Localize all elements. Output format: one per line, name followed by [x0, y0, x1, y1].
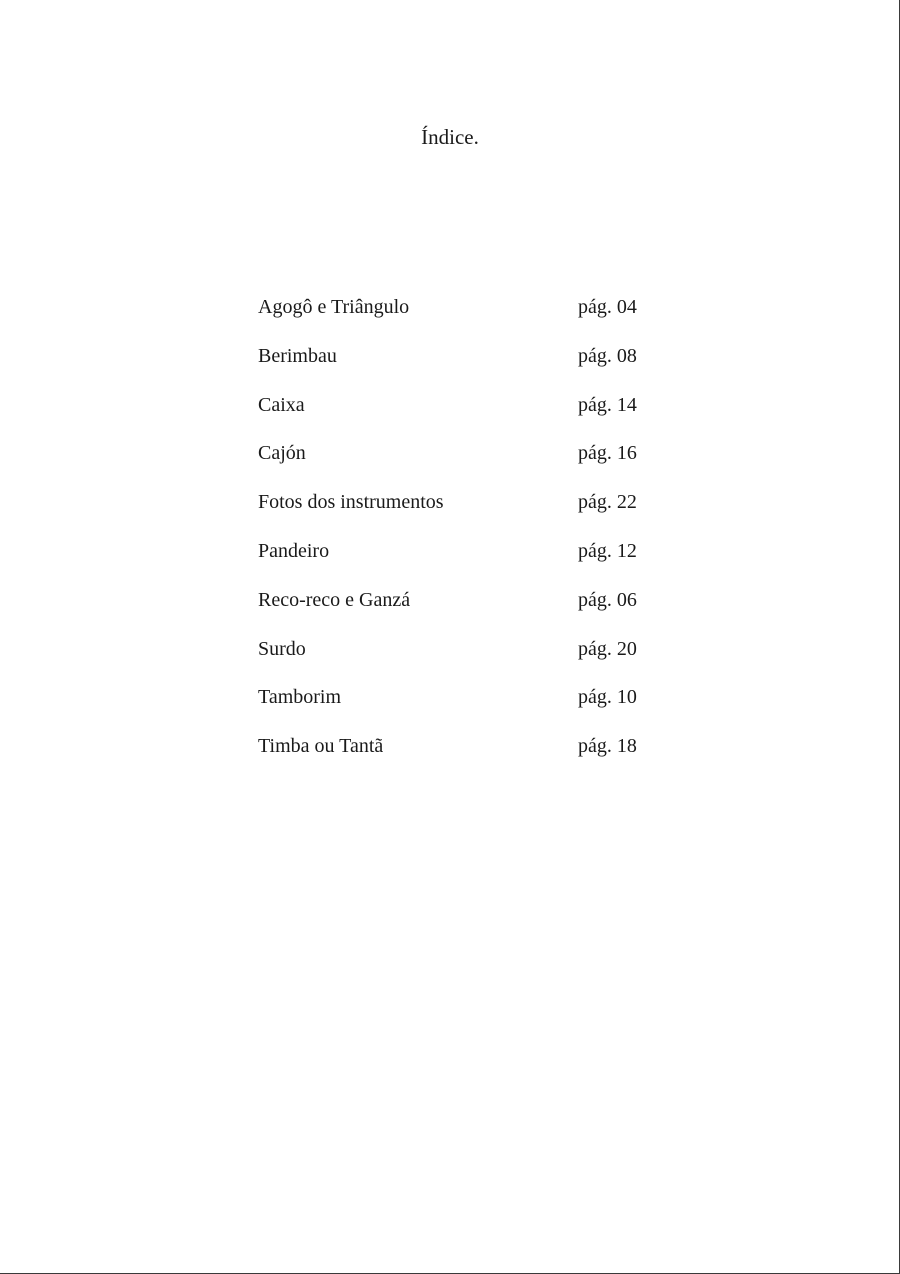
table-of-contents [258, 294, 678, 782]
toc-entry [258, 343, 678, 392]
toc-entry-label: Berimbau [258, 344, 337, 367]
toc-entry-page: pág. 06 [578, 588, 637, 611]
toc-entry-label: Surdo [258, 637, 306, 660]
toc-entry-label: Pandeiro [258, 539, 330, 562]
toc-entry [258, 538, 678, 587]
toc-entry-page: pág. 18 [578, 735, 637, 758]
toc-entry-page: pág. 14 [578, 393, 637, 416]
toc-entry-label: Agogô e Triângulo [258, 296, 410, 318]
toc-entry [258, 636, 678, 685]
toc-entry-page: pág. 22 [578, 491, 637, 514]
toc-entry-label: Fotos dos instrumentos [258, 491, 444, 514]
toc-entry-page: pág. 08 [578, 344, 637, 367]
toc-entry-page: pág. 16 [578, 442, 637, 465]
toc-entry [258, 392, 678, 441]
toc-entry-label: Reco-reco e Ganzá [258, 588, 411, 611]
toc-entry-page: pág. 04 [578, 296, 637, 318]
toc-entry-label: Tamborim [258, 686, 342, 709]
toc-entry-page: pág. 12 [578, 539, 637, 562]
toc-entry [258, 684, 678, 733]
page-title: Índice. [421, 125, 479, 149]
toc-entry [258, 294, 678, 343]
toc-entry-label: Timba ou Tantã [258, 735, 384, 758]
toc-entry [258, 587, 678, 636]
toc-entry [258, 489, 678, 538]
toc-entry-page: pág. 20 [578, 637, 637, 660]
toc-entry-label: Caixa [258, 393, 305, 416]
toc-entry-page: pág. 10 [578, 686, 637, 709]
toc-entry-label: Cajón [258, 442, 306, 465]
toc-entry [258, 440, 678, 489]
toc-entry [258, 733, 678, 782]
